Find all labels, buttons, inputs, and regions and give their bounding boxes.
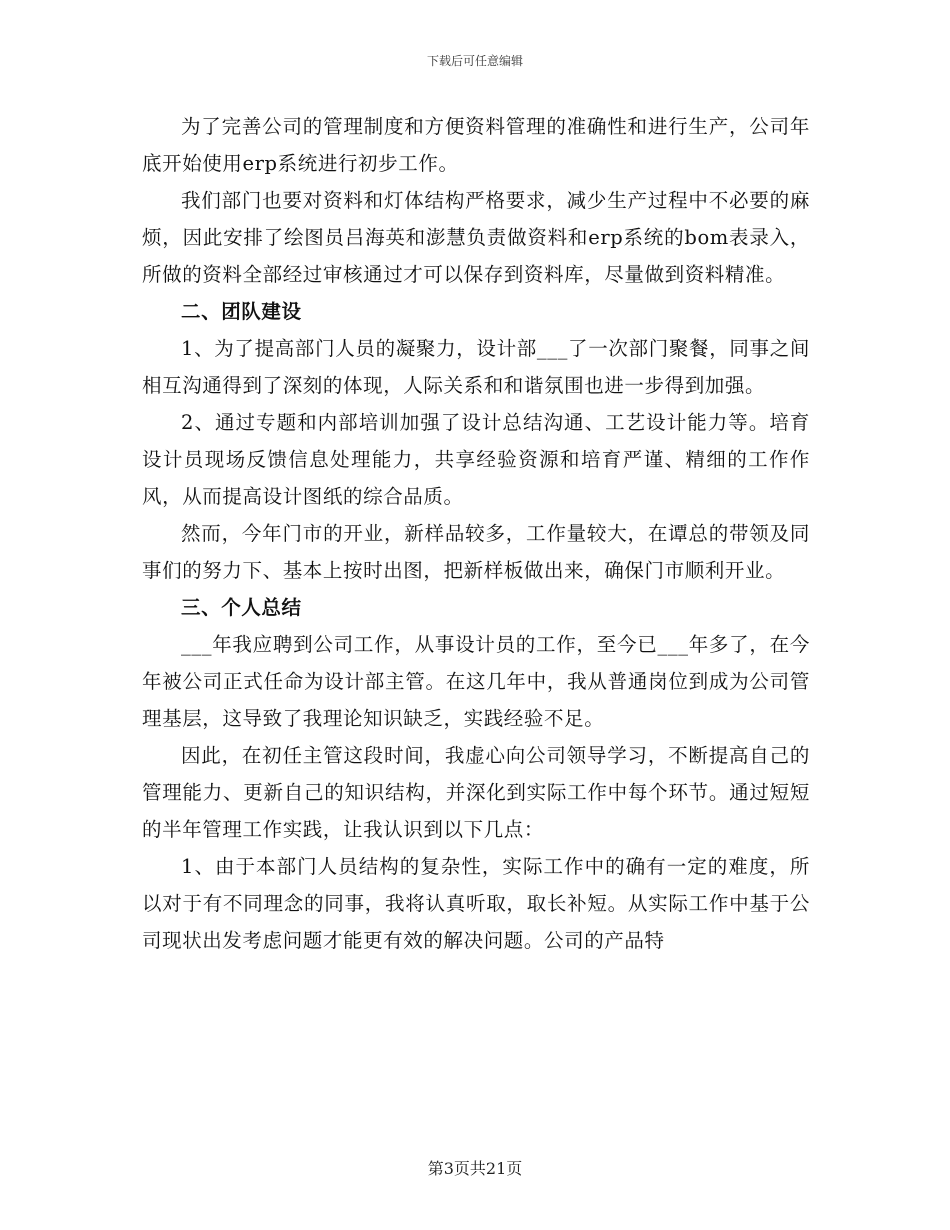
paragraph-team-dinner: 1、为了提高部门人员的凝聚力，设计部___了一次部门聚餐，同事之间相互沟通得到了深刻的体现，人际关系和和谐氛围也进一步得到加强。 xyxy=(142,337,810,397)
paragraph-store-opening: 然而，今年门市的开业，新样品较多，工作量较大，在谭总的带领及同事们的努力下、基本上按时出图，把新样板做出来，确保门市顺利开业。 xyxy=(142,522,810,582)
section-heading-team-building: 二、团队建设 xyxy=(181,300,302,323)
paragraph-data-requirements: 我们部门也要对资料和灯体结构严格要求，减少生产过程中不必要的麻烦，因此安排了绘图员吕海英和澎慧负责做资料和erp系统的bom表录入，所做的资料全部经过审核通过才可以保存到资料库，尽量做到资料精准。 xyxy=(142,189,810,286)
paragraph-erp-intro: 为了完善公司的管理制度和方便资料管理的准确性和进行生产，公司年底开始使用erp系统进行初步工作。 xyxy=(142,115,810,175)
paragraph-learning: 因此，在初任主管这段时间，我虚心向公司领导学习，不断提高自己的管理能力、更新自己的知识结构，并深化到实际工作中每个环节。通过短短的半年管理工作实践，让我认识到以下几点： xyxy=(142,744,810,841)
section-heading-personal-summary: 三、个人总结 xyxy=(181,596,302,619)
document-body xyxy=(142,108,810,959)
page-header: 下载后可任意编辑 xyxy=(426,54,523,68)
page-footer: 第3页共21页 xyxy=(427,1159,523,1178)
paragraph-point-one: 1、由于本部门人员结构的复杂性，实际工作中的确有一定的难度，所以对于有不同理念的同事，我将认真听取，取长补短。从实际工作中基于公司现状出发考虑问题才能更有效的解决问题。公司的产品特 xyxy=(142,855,810,952)
paragraph-training: 2、通过专题和内部培训加强了设计总结沟通、工艺设计能力等。培育设计员现场反馈信息处理能力，共享经验资源和培育严谨、精细的工作作风，从而提高设计图纸的综合品质。 xyxy=(142,411,810,508)
paragraph-personal-history: ___年我应聘到公司工作，从事设计员的工作，至今已___年多了，在今年被公司正式任命为设计部主管。在这几年中，我从普通岗位到成为公司管理基层，这导致了我理论知识缺乏，实践经验不足。 xyxy=(142,633,810,730)
